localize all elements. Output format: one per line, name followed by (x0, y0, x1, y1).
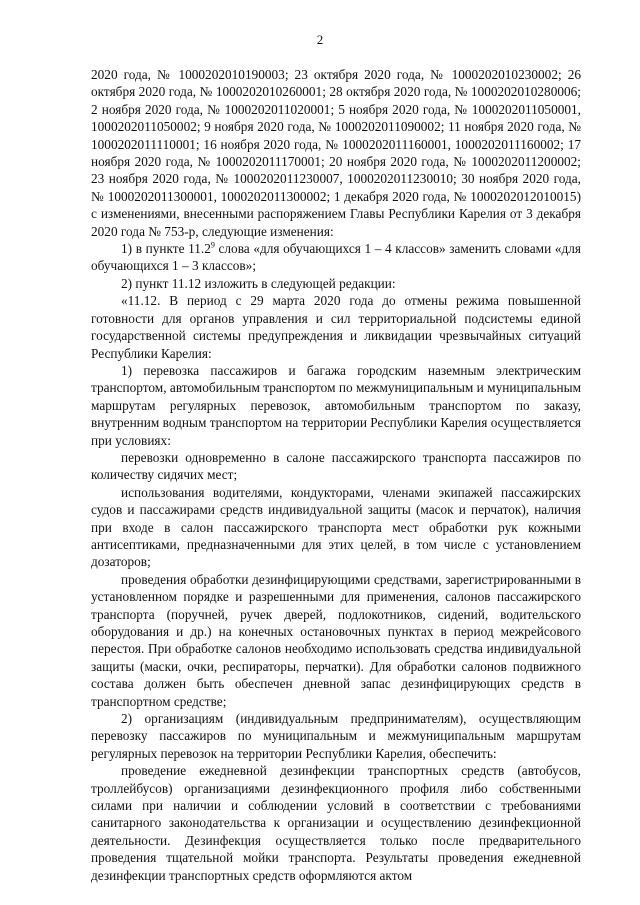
document-body (91, 66, 581, 884)
paragraph-daily-disinfection: проведение ежедневной дезинфекции транспортных средств (автобусов, троллейбусов) организациями дезинфекционного профиля либо собственными силами при наличии и соблюдении условий в соответствии с требованиями санитарного законодательства к организации и осуществлению дезинфекционной деятельности. Дезинфекция осуществляется только после предварительного проведения тщательной мойки транспорта. Результаты проведения ежедневной дезинфекции транспортных средств оформляются актом (91, 763, 581, 883)
paragraph-intro-list: 2020 года, № 1000202010190003; 23 октября 2020 года, № 1000202010230002; 26 октября 2020 года, № 1000202010260001; 28 октября 2020 года, № 1000202010280006; 2 ноября 2020 года, № 1000202011020001; 5 ноября 2020 года, № 1000202011050001, 1000202011050002; 9 ноября 2020 года, № 1000202011090002; 11 ноября 2020 года, № 1000202011110001; 16 ноября 2020 года, № 1000202011160001, 1000202011160002; 17 ноября 2020 года, № 1000202011170001; 20 ноября 2020 года, № 1000202011200002; 23 ноября 2020 года, № 1000202011230007, 1000202011230010; 30 ноября 2020 года, № 1000202011300001, 1000202011300002; 1 декабря 2020 года, № 1000202012010015) с изменениями, внесенными распоряжением Главы Республики Карелия от 3 декабря 2020 года № 753-р, следующие изменения: (91, 67, 581, 239)
paragraph-item-1-superscript: 9 (210, 240, 215, 250)
paragraph-protection: использования водителями, кондукторами, членами экипажей пассажирских судов и пассажирами средств индивидуальной защиты (масок и перчаток), наличия при входе в салон пассажирского транспорта мест обработки рук кожными антисептиками, предназначенными для этих целей, в том числе с установлением дозаторов; (91, 484, 581, 570)
paragraph-seats: перевозки одновременно в салоне пассажирского транспорта пассажиров по количеству сидячих мест; (91, 449, 581, 483)
paragraph-item-1-after: слова «для обучающихся 1 – 4 классов» заменить словами «для обучающихся 1 – 3 классов»; (91, 241, 581, 274)
paragraph-11-12: «11.12. В период с 29 марта 2020 года до отмены режима повышенной готовности для органов управления и сил территориальной подсистемы единой государственной системы предупреждения и ликвидации чрезвычайных ситуаций Республики Карелия: (91, 293, 581, 361)
paragraph-organizations: 2) организациям (индивидуальным предпринимателям), осуществляющим перевозку пассажиров по муниципальным и межмуниципальным маршрутам регулярных перевозок на территории Республики Карелия, обеспечить: (91, 711, 581, 761)
paragraph-transport: 1) перевозка пассажиров и багажа городским наземным электрическим транспортом, автомобильным транспортом по межмуниципальным и муниципальным маршрутам регулярных перевозок, автомобильным транспортом по заказу, внутренним водным транспортом на территории Республики Карелия осуществляется при условиях: (91, 362, 581, 448)
page-number: 2 (316, 32, 324, 47)
paragraph-item-2: 2) пункт 11.12 изложить в следующей редакции: (121, 275, 396, 291)
paragraph-item-1-before: 1) в пункте 11.2 (121, 241, 211, 257)
paragraph-item-1 (91, 240, 581, 275)
paragraph-disinfection: проведения обработки дезинфицирующими средствами, зарегистрированными в установленном порядке и разрешенными для применения, салонов пассажирского транспорта (поручней, ручек дверей, подлокотников, сидений, водительского оборудования и др.) на конечных остановочных пунктах в период межрейсового перестоя. При обработке салонов необходимо использовать средства индивидуальной защиты (маски, очки, респираторы, перчатки). Для обработки салонов подвижного состава должен быть обеспечен дневной запас дезинфицирующих средств в транспортном средстве; (91, 571, 581, 709)
